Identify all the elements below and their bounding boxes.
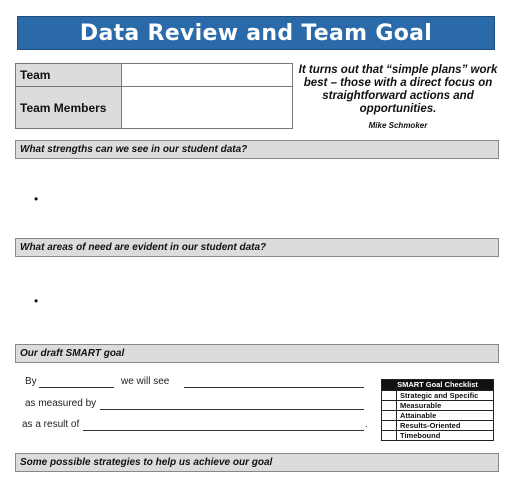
checklist-checkbox[interactable] (382, 401, 397, 410)
team-members-row (16, 87, 293, 129)
strengths-bullet[interactable]: • (34, 192, 39, 206)
section-strengths-header: What strengths can we see in our student data? (15, 140, 499, 159)
checklist-item-label: Attainable (400, 411, 437, 420)
checklist-item (382, 420, 493, 430)
section-needs-header: What areas of need are evident in our student data? (15, 238, 499, 257)
checklist-item-label: Strategic and Specific (400, 391, 479, 400)
checklist-checkbox[interactable] (382, 391, 397, 400)
quote-text: It turns out that “simple plans” work best – those with a direct focus on straightforward actions and opportunities. (298, 64, 498, 115)
section-strategies-header: Some possible strategies to help us achieve our goal (15, 453, 499, 472)
team-row (16, 64, 293, 87)
team-members-field[interactable] (122, 87, 293, 129)
section-smart-goal-header: Our draft SMART goal (15, 344, 499, 363)
checklist-item (382, 430, 493, 440)
checklist-checkbox[interactable] (382, 411, 397, 420)
checklist-item (382, 390, 493, 400)
as-measured-by-blank[interactable] (100, 409, 364, 410)
checklist-item (382, 400, 493, 410)
team-info-table (15, 63, 293, 129)
as-a-result-of-blank[interactable] (83, 430, 364, 431)
we-will-see-label: we will see (121, 376, 170, 387)
checklist-item-label: Measurable (400, 401, 442, 410)
team-field[interactable] (122, 64, 293, 87)
team-members-label: Team Members (16, 87, 122, 129)
by-date-blank[interactable] (39, 387, 114, 388)
checklist-item-label: Timebound (400, 431, 441, 440)
checklist-item-label: Results-Oriented (400, 421, 461, 430)
we-will-see-blank[interactable] (184, 387, 364, 388)
smart-goal-checklist (381, 379, 494, 441)
title-banner (17, 16, 495, 50)
by-label: By (25, 376, 37, 387)
as-a-result-of-label: as a result of (22, 419, 80, 430)
checklist-checkbox[interactable] (382, 421, 397, 430)
period-mark: . (365, 419, 368, 430)
checklist-checkbox[interactable] (382, 431, 397, 440)
checklist-item (382, 410, 493, 420)
page-title: Data Review and Team Goal (79, 20, 433, 46)
quote-author: Mike Schmoker (368, 121, 428, 130)
needs-bullet[interactable]: • (34, 294, 39, 308)
as-measured-by-label: as measured by (25, 398, 97, 409)
checklist-title: SMART Goal Checklist (382, 380, 493, 390)
team-label: Team (16, 64, 122, 87)
